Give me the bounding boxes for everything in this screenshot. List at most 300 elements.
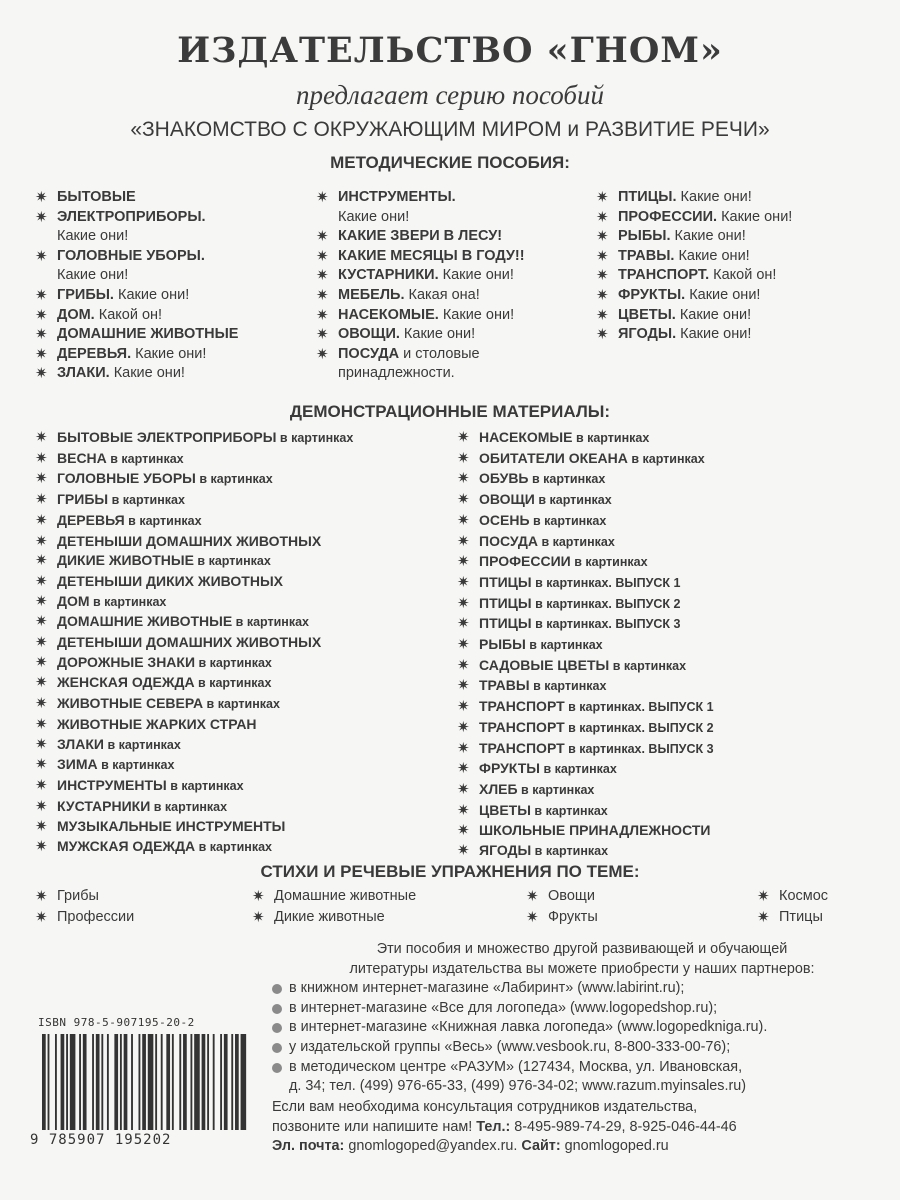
poem-item <box>35 886 134 907</box>
item-title: ОБИТАТЕЛИ ОКЕАНА <box>479 449 628 466</box>
item-suffix: Какие они! <box>438 306 515 323</box>
item-suffix: в картинках <box>166 778 244 793</box>
partner-text: в интернет-магазине «Все для логопеда» (www.logopedshop.ru); <box>289 999 718 1016</box>
item-suffix: в картинках <box>195 840 272 855</box>
list-item <box>35 227 295 247</box>
item-suffix: в картинках. ВЫПУСК 1 <box>531 575 681 590</box>
list-item <box>316 345 586 365</box>
item-suffix: в картинках <box>609 658 687 673</box>
snowflake-bullet-icon: ✷ <box>596 208 609 226</box>
snowflake-bullet-icon: ✷ <box>35 592 48 610</box>
demo-col-1 <box>35 428 455 858</box>
snowflake-bullet-icon: ✷ <box>457 491 470 509</box>
list-item <box>457 469 877 490</box>
snowflake-bullet-icon: ✷ <box>35 247 48 265</box>
snowflake-bullet-icon: ✷ <box>35 572 48 590</box>
poems-col-3 <box>526 886 598 928</box>
poem-topic: Фрукты <box>548 909 598 925</box>
list-item <box>596 208 886 228</box>
partner-text: в книжном интернет-магазине «Лабиринт» (www.labirint.ru); <box>289 980 685 997</box>
list-item <box>35 653 455 674</box>
list-item <box>316 286 586 306</box>
item-suffix: в картинках. ВЫПУСК 3 <box>531 617 681 632</box>
list-item <box>457 841 877 862</box>
site-label: Сайт: <box>521 1138 561 1155</box>
list-item <box>457 552 877 573</box>
poem-topic: Космос <box>779 888 829 904</box>
item-title: ДИКИЕ ЖИВОТНЫЕ <box>57 552 194 569</box>
item-title: ОВОЩИ. <box>338 326 400 343</box>
item-title: ПТИЦЫ <box>479 615 532 632</box>
item-suffix: в картинках <box>537 534 615 549</box>
poem-item <box>757 907 828 928</box>
item-suffix: и столовые <box>399 345 480 362</box>
snowflake-bullet-icon: ✷ <box>35 491 48 509</box>
item-title: ДЕТЕНЫШИ ДОМАШНИХ ЖИВОТНЫХ <box>57 634 322 651</box>
poems-col-2 <box>252 886 416 928</box>
snowflake-bullet-icon: ✷ <box>457 760 470 778</box>
poem-item <box>252 886 416 907</box>
item-suffix: в картинках <box>106 451 184 466</box>
item-title: ФРУКТЫ. <box>618 286 686 303</box>
snowflake-bullet-icon: ✷ <box>35 838 48 856</box>
item-title: ГОЛОВНЫЕ УБОРЫ. <box>57 247 205 264</box>
methodical-col-3 <box>596 188 886 345</box>
list-item <box>457 614 877 635</box>
list-item <box>35 266 295 286</box>
item-title: ПОСУДА <box>338 345 400 362</box>
poem-topic: Домашние животные <box>274 888 417 904</box>
list-item <box>457 821 877 841</box>
item-title: МЕБЕЛЬ. <box>338 286 405 303</box>
poem-item <box>526 907 598 928</box>
item-suffix: Какие они! <box>438 267 514 284</box>
item-title: БЫТОВЫЕ ЭЛЕКТРОПРИБОРЫ <box>57 429 277 445</box>
list-item <box>35 511 455 532</box>
item-title: ОБУВЬ <box>479 470 529 487</box>
snowflake-bullet-icon: ✷ <box>35 326 48 344</box>
snowflake-bullet-icon: ✷ <box>252 888 265 905</box>
list-item <box>35 345 295 365</box>
snowflake-bullet-icon: ✷ <box>35 511 48 529</box>
item-suffix: Какие они! <box>676 326 752 343</box>
snowflake-bullet-icon: ✷ <box>35 345 48 363</box>
snowflake-bullet-icon: ✷ <box>457 656 470 674</box>
snowflake-bullet-icon: ✷ <box>596 267 609 285</box>
partner-item <box>272 999 892 1019</box>
item-title: ГРИБЫ <box>57 491 109 508</box>
item-suffix: в картинках <box>232 615 310 630</box>
item-title: ПТИЦЫ. <box>618 189 677 205</box>
snowflake-bullet-icon: ✷ <box>457 842 470 860</box>
list-item <box>316 325 586 345</box>
snowflake-bullet-icon: ✷ <box>35 429 48 446</box>
publisher-subtitle: предлагает серию пособий <box>296 80 604 110</box>
snowflake-bullet-icon: ✷ <box>596 326 609 344</box>
item-suffix: Какие они! <box>717 208 793 225</box>
snowflake-bullet-icon: ✷ <box>35 653 48 671</box>
item-suffix: в картинках <box>108 493 185 508</box>
poem-item <box>35 907 134 928</box>
item-suffix: Какой он! <box>94 306 163 323</box>
item-suffix: в картинках. ВЫПУСК 1 <box>564 700 714 715</box>
dot-bullet-icon <box>272 1023 282 1033</box>
snowflake-bullet-icon: ✷ <box>35 695 48 713</box>
list-item <box>457 739 877 760</box>
list-item <box>35 364 295 384</box>
list-item <box>35 612 455 633</box>
item-suffix: в картинках. ВЫПУСК 3 <box>564 741 714 756</box>
item-suffix: в картинках <box>539 762 617 777</box>
partner-item <box>272 1018 892 1038</box>
snowflake-bullet-icon: ✷ <box>35 634 48 652</box>
partner-text: в интернет-магазине «Книжная лавка логопеда» (www.logopedkniga.ru). <box>289 1019 768 1036</box>
list-item <box>35 325 295 345</box>
item-title: ДОМ. <box>57 306 95 323</box>
item-title: ТРАНСПОРТ <box>479 698 565 715</box>
snowflake-bullet-icon: ✷ <box>457 553 470 571</box>
barcode-digits: 9 785907 195202 <box>30 1132 172 1148</box>
item-suffix: Какие они! <box>670 228 746 245</box>
snowflake-bullet-icon: ✷ <box>757 888 770 905</box>
item-title: ДЕРЕВЬЯ <box>57 511 125 528</box>
partners-block <box>272 940 892 1097</box>
snowflake-bullet-icon: ✷ <box>35 818 48 836</box>
item-title: ЖИВОТНЫЕ ЖАРКИХ СТРАН <box>57 715 257 732</box>
item-title: ДОМАШНИЕ ЖИВОТНЫЕ <box>57 326 239 343</box>
item-title: ПТИЦЫ <box>479 594 532 611</box>
snowflake-bullet-icon: ✷ <box>596 228 609 246</box>
item-title: ДЕТЕНЫШИ ДИКИХ ЖИВОТНЫХ <box>57 572 283 589</box>
item-title: НАСЕКОМЫЕ <box>479 429 573 445</box>
snowflake-bullet-icon: ✷ <box>35 532 48 550</box>
list-item <box>35 208 295 228</box>
item-title: ТРАНСПОРТ <box>479 739 565 756</box>
item-title: РЫБЫ. <box>618 228 671 245</box>
poem-item <box>252 907 416 928</box>
phone-label: Тел.: <box>476 1118 511 1135</box>
item-suffix: в картинках <box>528 472 606 487</box>
item-title: ДОМАШНИЕ ЖИВОТНЫЕ <box>57 613 233 630</box>
list-item <box>316 364 586 384</box>
list-item <box>35 286 295 306</box>
item-title: ТРАВЫ <box>479 677 530 694</box>
item-title: ДОМ <box>57 592 90 609</box>
item-title: ЗЛАКИ <box>57 735 104 752</box>
item-title: ОСЕНЬ <box>479 511 530 528</box>
list-item <box>457 697 877 718</box>
list-item <box>35 837 455 858</box>
snowflake-bullet-icon: ✷ <box>457 532 470 550</box>
item-title: РЫБЫ <box>479 636 526 653</box>
list-item <box>457 718 877 739</box>
item-title: ЖЕНСКАЯ ОДЕЖДА <box>57 674 195 691</box>
item-suffix: в картинках <box>193 554 271 569</box>
item-title: ЗЛАКИ. <box>57 365 110 382</box>
item-suffix: в картинках <box>517 782 595 797</box>
item-suffix: в картинках. ВЫПУСК 2 <box>564 720 714 735</box>
list-item <box>35 247 295 267</box>
list-item <box>35 306 295 326</box>
partner-text: в методическом центре «РАЗУМ» (127434, Москва, ул. Ивановская, <box>289 1058 743 1075</box>
list-item <box>35 428 455 449</box>
dot-bullet-icon <box>272 1004 282 1014</box>
poem-topic: Овощи <box>548 888 595 904</box>
contact-line-2 <box>272 1118 892 1138</box>
item-title: ТРАНСПОРТ <box>479 718 565 735</box>
item-suffix: в картинках <box>530 803 608 818</box>
list-item <box>596 188 886 208</box>
snowflake-bullet-icon: ✷ <box>457 636 470 654</box>
list-item <box>35 592 455 613</box>
snowflake-bullet-icon: ✷ <box>35 735 48 753</box>
list-item <box>596 325 886 345</box>
item-suffix: Какие они! <box>675 306 752 323</box>
list-item <box>35 673 455 694</box>
list-item <box>596 286 886 306</box>
list-item <box>316 247 586 267</box>
poem-topic: Грибы <box>57 888 99 904</box>
item-title: НАСЕКОМЫЕ. <box>338 306 439 323</box>
list-item <box>35 449 455 470</box>
snowflake-bullet-icon: ✷ <box>457 677 470 695</box>
snowflake-bullet-icon: ✷ <box>316 247 329 265</box>
item-suffix: в картинках <box>103 737 181 752</box>
partner-item <box>272 979 892 999</box>
item-title: ЦВЕТЫ. <box>618 306 676 323</box>
partner-text: у издательской группы «Весь» (www.vesbook.ru, 8-800-333-00-76); <box>289 1038 731 1055</box>
list-item <box>316 266 586 286</box>
item-suffix: Какие они! <box>131 345 207 362</box>
list-item <box>596 266 886 286</box>
snowflake-bullet-icon: ✷ <box>596 286 609 304</box>
snowflake-bullet-icon: ✷ <box>316 228 329 246</box>
item-title: ДОРОЖНЫЕ ЗНАКИ <box>57 653 196 670</box>
list-item <box>35 817 455 837</box>
item-suffix: в картинках <box>97 758 175 773</box>
item-title: САДОВЫЕ ЦВЕТЫ <box>479 656 610 673</box>
item-suffix: в картинках <box>529 679 607 694</box>
item-title: ЯГОДЫ. <box>618 326 677 343</box>
item-suffix: в картинках <box>150 799 228 814</box>
snowflake-bullet-icon: ✷ <box>35 189 48 206</box>
snowflake-bullet-icon: ✷ <box>457 739 470 757</box>
list-item <box>457 428 877 449</box>
snowflake-bullet-icon: ✷ <box>457 615 470 633</box>
item-suffix: Какие они! <box>685 286 761 303</box>
snowflake-bullet-icon: ✷ <box>35 470 48 488</box>
list-item <box>457 656 877 677</box>
snowflake-bullet-icon: ✷ <box>457 801 470 819</box>
snowflake-bullet-icon: ✷ <box>316 189 329 206</box>
list-item <box>457 759 877 780</box>
list-item <box>457 532 877 553</box>
list-item <box>35 735 455 756</box>
item-suffix: Какие они! <box>676 189 752 205</box>
snowflake-bullet-icon: ✷ <box>35 909 48 926</box>
snowflake-bullet-icon: ✷ <box>457 718 470 736</box>
dot-bullet-icon <box>272 1043 282 1053</box>
snowflake-bullet-icon: ✷ <box>457 449 470 467</box>
contact-line-1: Если вам необходима консультация сотрудников издательства, <box>272 1099 698 1115</box>
item-suffix: в картинках <box>531 844 609 859</box>
partners-intro-1: Эти пособия и множество другой развивающей и обучающей <box>376 941 788 957</box>
list-item <box>35 469 455 490</box>
item-title: ЗИМА <box>57 756 98 773</box>
snowflake-bullet-icon: ✷ <box>35 613 48 631</box>
item-suffix: Какие они! <box>399 326 476 343</box>
item-suffix: в картинках <box>529 513 607 528</box>
list-item <box>35 188 295 208</box>
poems-col-4 <box>757 886 828 928</box>
snowflake-bullet-icon: ✷ <box>35 674 48 692</box>
snowflake-bullet-icon: ✷ <box>35 449 48 467</box>
item-suffix: Какие они! <box>674 247 750 264</box>
list-item <box>596 227 886 247</box>
snowflake-bullet-icon: ✷ <box>526 909 539 926</box>
item-title: ПРОФЕССИИ. <box>618 208 718 225</box>
item-title: ШКОЛЬНЫЕ ПРИНАДЛЕЖНОСТИ <box>479 822 711 839</box>
item-title: ЯГОДЫ <box>479 842 532 859</box>
item-suffix: в картинках. ВЫПУСК 2 <box>531 596 681 611</box>
item-suffix: принадлежности. <box>338 365 455 382</box>
snowflake-bullet-icon: ✷ <box>35 286 48 304</box>
list-item <box>457 676 877 697</box>
snowflake-bullet-icon: ✷ <box>35 208 48 226</box>
snowflake-bullet-icon: ✷ <box>596 189 609 206</box>
email-value: gnomlogoped@yandex.ru. <box>344 1138 522 1155</box>
item-title: ГОЛОВНЫЕ УБОРЫ <box>57 470 196 487</box>
list-item <box>457 635 877 656</box>
item-title: ТРАВЫ. <box>618 247 675 264</box>
item-suffix: в картинках <box>276 431 354 445</box>
list-item <box>457 594 877 615</box>
snowflake-bullet-icon: ✷ <box>35 756 48 774</box>
list-item <box>316 188 586 208</box>
list-item <box>35 715 455 735</box>
contact-block <box>272 1098 892 1157</box>
poem-topic: Профессии <box>57 909 135 925</box>
item-suffix: в картинках <box>124 513 202 528</box>
item-title: ИНСТРУМЕНТЫ. <box>338 189 456 205</box>
item-suffix: Какие они! <box>57 228 129 245</box>
item-title: КАКИЕ МЕСЯЦЫ В ГОДУ!! <box>338 247 525 264</box>
poem-item <box>757 886 828 907</box>
list-item <box>457 573 877 594</box>
snowflake-bullet-icon: ✷ <box>457 511 470 529</box>
item-title: ПРОФЕССИИ <box>479 553 571 570</box>
isbn-text: ISBN 978-5-907195-20-2 <box>38 1016 195 1029</box>
barcode-icon <box>38 1034 252 1130</box>
snowflake-bullet-icon: ✷ <box>457 573 470 591</box>
dot-bullet-icon <box>272 1063 282 1073</box>
item-suffix: в картинках <box>203 697 280 712</box>
snowflake-bullet-icon: ✷ <box>35 552 48 570</box>
item-title: ХЛЕБ <box>479 780 518 797</box>
snowflake-bullet-icon: ✷ <box>35 715 48 733</box>
item-suffix: в картинках <box>195 472 273 487</box>
item-suffix: Какие они! <box>338 208 410 225</box>
snowflake-bullet-icon: ✷ <box>457 470 470 488</box>
snowflake-bullet-icon: ✷ <box>316 326 329 344</box>
item-title: БЫТОВЫЕ <box>57 189 136 205</box>
snowflake-bullet-icon: ✷ <box>252 909 265 926</box>
poems-heading: СТИХИ И РЕЧЕВЫЕ УПРАЖНЕНИЯ ПО ТЕМЕ: <box>260 862 640 881</box>
item-title: МУЗЫКАЛЬНЫЕ ИНСТРУМЕНТЫ <box>57 818 286 835</box>
partner-item <box>272 1038 892 1058</box>
item-title: КУСТАРНИКИ. <box>338 267 439 284</box>
item-title: ИНСТРУМЕНТЫ <box>57 776 167 793</box>
poem-topic: Дикие животные <box>274 909 385 925</box>
partners-list <box>272 979 892 1077</box>
snowflake-bullet-icon: ✷ <box>596 247 609 265</box>
item-suffix: Какие они! <box>109 365 185 382</box>
item-suffix: в картинках <box>195 655 272 670</box>
item-title: ЖИВОТНЫЕ СЕВЕРА <box>57 695 204 712</box>
publisher-title: ИЗДАТЕЛЬСТВО «ГНОМ» <box>177 30 723 71</box>
list-item <box>316 227 586 247</box>
list-item <box>35 755 455 776</box>
snowflake-bullet-icon: ✷ <box>457 780 470 798</box>
partners-intro-2: литературы издательства вы можете приобрести у наших партнеров: <box>349 960 815 977</box>
list-item <box>35 776 455 797</box>
item-title: ПОСУДА <box>479 532 538 549</box>
methodical-heading: МЕТОДИЧЕСКИЕ ПОСОБИЯ: <box>330 153 570 172</box>
snowflake-bullet-icon: ✷ <box>35 797 48 815</box>
snowflake-bullet-icon: ✷ <box>316 345 329 363</box>
list-item <box>35 797 455 818</box>
snowflake-bullet-icon: ✷ <box>457 822 470 840</box>
email-label: Эл. почта: <box>272 1138 345 1155</box>
item-title: ОВОЩИ <box>479 491 535 508</box>
snowflake-bullet-icon: ✷ <box>316 267 329 285</box>
series-title: «ЗНАКОМСТВО С ОКРУЖАЮЩИМ МИРОМ и РАЗВИТИЕ РЕЧИ» <box>130 118 770 141</box>
item-suffix: в картинках <box>194 676 272 691</box>
poem-item <box>526 886 598 907</box>
item-title: КУСТАРНИКИ <box>57 797 151 814</box>
item-title: КАКИЕ ЗВЕРИ В ЛЕСУ! <box>338 228 503 245</box>
item-suffix: Какой он! <box>709 267 777 284</box>
item-title: ПТИЦЫ <box>479 573 532 590</box>
snowflake-bullet-icon: ✷ <box>35 365 48 383</box>
dot-bullet-icon <box>272 984 282 994</box>
list-item <box>457 801 877 822</box>
list-item <box>316 208 586 228</box>
list-item <box>457 511 877 532</box>
snowflake-bullet-icon: ✷ <box>457 429 470 446</box>
item-title: МУЖСКАЯ ОДЕЖДА <box>57 838 196 855</box>
poems-col-1 <box>35 886 134 928</box>
partners-list-cont: д. 34; тел. (499) 976-65-33, (499) 976-34-02; www.razum.myinsales.ru) <box>289 1078 747 1095</box>
item-title: ТРАНСПОРТ. <box>618 267 710 284</box>
methodical-col-1 <box>35 188 295 384</box>
item-suffix: в картинках <box>534 493 612 508</box>
snowflake-bullet-icon: ✷ <box>457 698 470 716</box>
list-item <box>35 551 455 572</box>
partner-item <box>272 1058 892 1078</box>
list-item <box>596 306 886 326</box>
contact-line-3 <box>272 1137 892 1157</box>
item-title: ДЕТЕНЫШИ ДОМАШНИХ ЖИВОТНЫХ <box>57 532 322 549</box>
item-title: ДЕРЕВЬЯ. <box>57 345 132 362</box>
snowflake-bullet-icon: ✷ <box>35 776 48 794</box>
list-item <box>457 490 877 511</box>
snowflake-bullet-icon: ✷ <box>757 909 770 926</box>
item-suffix: в картинках <box>570 555 648 570</box>
snowflake-bullet-icon: ✷ <box>596 306 609 324</box>
contact-call-text: позвоните или напишите нам! <box>272 1118 477 1135</box>
item-suffix: в картинках <box>89 594 167 609</box>
